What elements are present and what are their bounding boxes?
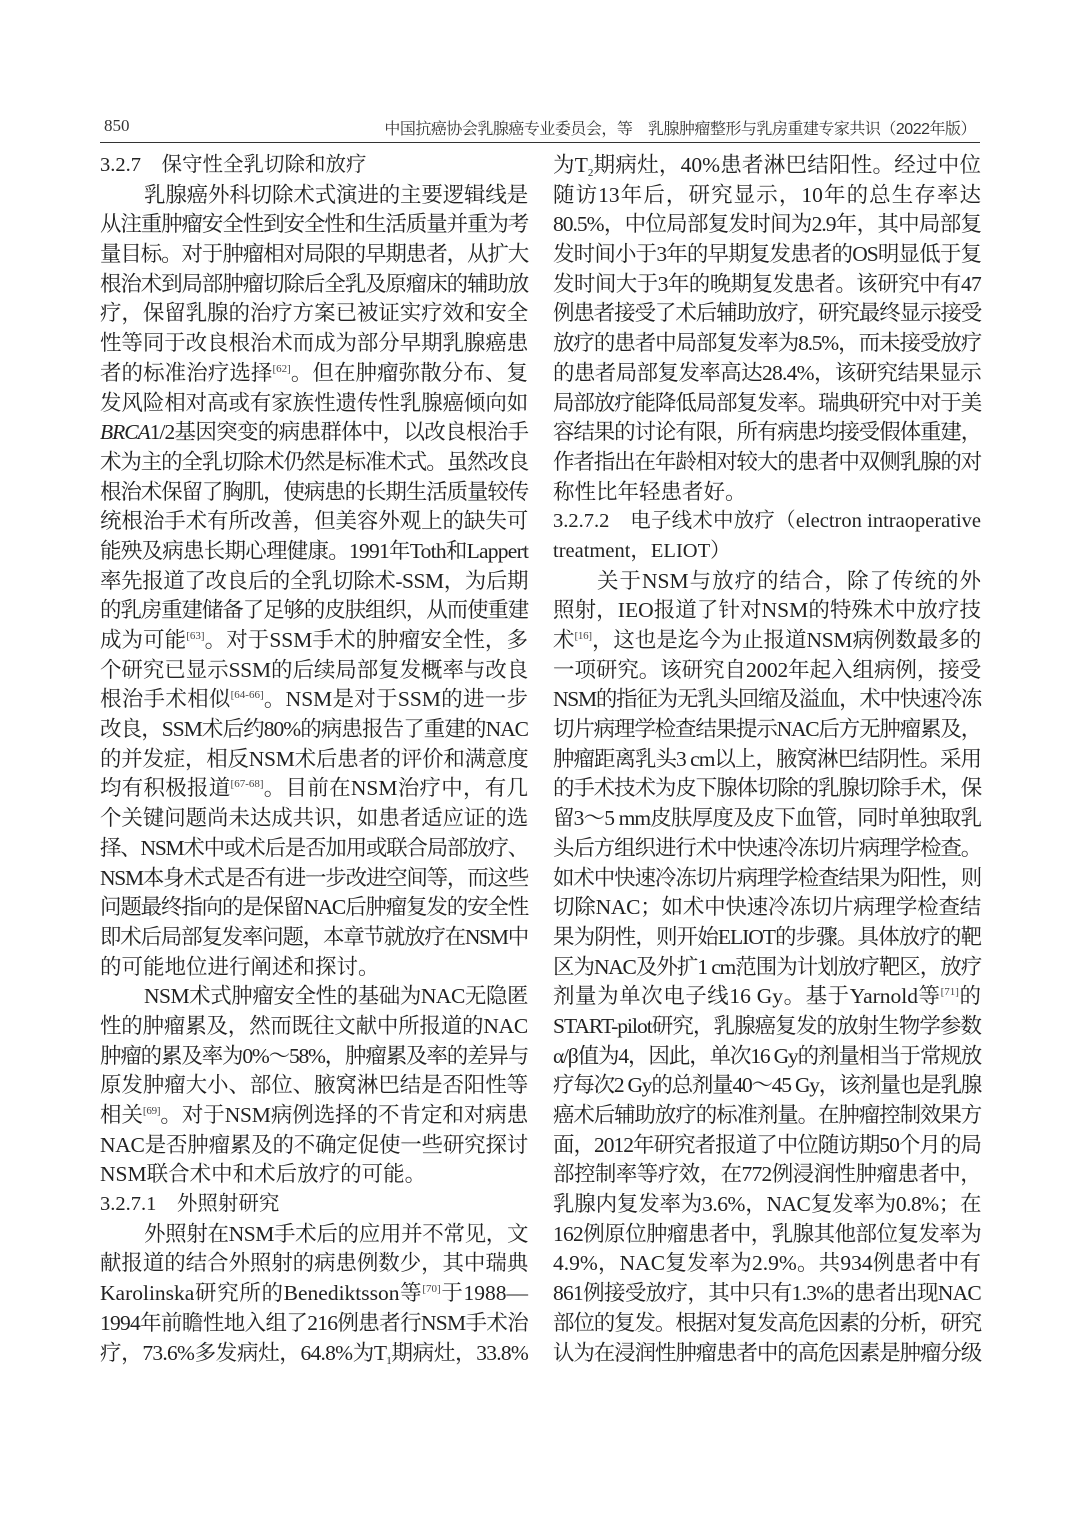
text-line bbox=[100, 1131, 528, 1161]
text-segment: 疗，73.6%多发病灶，64.8%为T bbox=[100, 1340, 387, 1365]
text-line bbox=[100, 774, 528, 804]
citation: [69] bbox=[142, 1105, 161, 1117]
text-segment: 根治手术相似 bbox=[100, 687, 231, 712]
text-line bbox=[553, 181, 981, 211]
text-line bbox=[553, 270, 981, 300]
text-segment: 容结果的讨论有限，所有病患均接受假体重建， bbox=[553, 420, 981, 445]
text-segment: ，这也是迄今为止报道NSM病例数最多的 bbox=[591, 628, 981, 652]
text-segment: treatment，ELIOT） bbox=[553, 539, 731, 562]
text-line bbox=[100, 537, 528, 567]
text-segment: NAC是否肿瘤累及的不确定促使一些研究探讨 bbox=[100, 1132, 528, 1157]
text-segment: 发时间小于3年的早期复发患者的OS明显低于复 bbox=[553, 242, 981, 267]
text-segment: 能殃及病患长期心理健康。1991年Toth和Lappert bbox=[100, 538, 529, 563]
text-segment: 成为可能 bbox=[100, 628, 187, 652]
text-line bbox=[100, 656, 528, 686]
text-line bbox=[100, 1339, 528, 1369]
text-segment: START-pilot研究，乳腺癌复发的放射生物学参数 bbox=[553, 1013, 981, 1038]
text-segment: 80.5%，中位局部复发时间为2.9年，其中局部复 bbox=[553, 212, 981, 237]
text-line bbox=[553, 1131, 981, 1161]
text-line bbox=[553, 1309, 981, 1339]
page-number: 850 bbox=[104, 116, 130, 135]
text-segment: 期病灶，33.8% bbox=[391, 1340, 528, 1365]
text-line bbox=[100, 1042, 528, 1072]
text-line bbox=[553, 1071, 981, 1101]
text-line bbox=[100, 181, 528, 211]
text-segment: 区为NAC及外扩1 cm范围为计划放疗靶区，放疗 bbox=[553, 954, 981, 979]
text-line bbox=[100, 893, 528, 923]
text-line bbox=[100, 507, 528, 537]
text-line bbox=[100, 448, 528, 478]
text-segment: 。对于SSM手术的肿瘤安全性，多 bbox=[204, 628, 528, 652]
text-segment: 的可能地位进行阐述和探讨。 bbox=[100, 954, 380, 979]
text-line bbox=[553, 864, 981, 894]
citation: [71] bbox=[940, 986, 959, 999]
text-line bbox=[553, 1279, 981, 1309]
citation: [67-68] bbox=[230, 778, 264, 791]
running-title: 中国抗癌协会乳腺癌专业委员会，等 乳腺肿瘤整形与乳房重建专家共识（2022年版） bbox=[384, 121, 976, 138]
text-segment: 的并发症，相反NSM术后患者的评价和满意度 bbox=[100, 746, 529, 771]
text-line bbox=[100, 1071, 528, 1101]
text-segment: 期病灶，40%患者淋巴结阳性。经过中位 bbox=[593, 153, 981, 177]
text-segment: 乳腺癌外科切除术式演进的主要逻辑线是 bbox=[144, 182, 528, 207]
text-segment: 肿瘤的累及率为0%～58%，肿瘤累及率的差异与 bbox=[100, 1043, 528, 1068]
subscript: 1 bbox=[386, 1354, 392, 1367]
text-segment: 。NSM是对于SSM的进一步 bbox=[263, 687, 528, 712]
text-line bbox=[100, 715, 528, 745]
text-segment: 性等同于改良根治术而成为部分早期乳腺癌患 bbox=[100, 331, 528, 356]
text-line bbox=[100, 478, 528, 508]
text-segment: 1/2基因突变的病患群体中，以改良根治手 bbox=[149, 420, 528, 445]
text-line bbox=[553, 804, 981, 834]
text-segment: 原发肿瘤大小、部位、腋窝淋巴结是否阳性等 bbox=[100, 1073, 528, 1098]
text-segment: 献报道的结合外照射的病患例数少，其中瑞典 bbox=[100, 1251, 528, 1276]
text-line bbox=[100, 834, 528, 864]
text-line bbox=[553, 893, 981, 923]
text-line bbox=[100, 1220, 528, 1250]
text-line bbox=[553, 299, 981, 329]
text-segment: 随访13年后，研究显示，10年的总生存率达 bbox=[553, 182, 981, 207]
text-segment: 面，2012年研究者报道了中位随访期50个月的局 bbox=[553, 1132, 981, 1157]
right-column bbox=[553, 151, 981, 1368]
italic-term: BRCA bbox=[100, 420, 150, 445]
left-column bbox=[100, 151, 528, 1368]
text-segment: 一项研究。该研究自2002年起入组病例，接受 bbox=[553, 657, 981, 682]
text-segment: 性的肿瘤累及，然而既往文献中所报道的NAC bbox=[100, 1013, 528, 1038]
text-segment: α/β值为4，因此，单次16 Gy的剂量相当于常规放 bbox=[553, 1043, 981, 1068]
text-line bbox=[100, 804, 528, 834]
text-segment: 个研究已显示SSM的后续局部复发概率与改良 bbox=[100, 657, 528, 682]
text-segment: 根治术到局部肿瘤切除后全乳及原瘤床的辅助放 bbox=[100, 271, 528, 296]
text-segment: NSM的指征为无乳头回缩及溢血，术中快速冷冻 bbox=[553, 687, 981, 712]
text-line bbox=[553, 1160, 981, 1190]
text-segment: 部位的复发。根据对复发高危因素的分析，研究 bbox=[553, 1310, 981, 1335]
text-segment: 的手术技术为皮下腺体切除的乳腺切除手术，保 bbox=[553, 776, 981, 801]
section-heading bbox=[553, 507, 981, 537]
text-segment: NSM本身术式是否有进一步改进空间等，而这些 bbox=[100, 865, 528, 890]
text-line bbox=[100, 270, 528, 300]
text-line bbox=[553, 715, 981, 745]
text-segment: 发风险相对高或有家族性遗传性乳腺癌倾向如 bbox=[100, 390, 528, 415]
text-segment: 3.2.7.1 外照射研究 bbox=[100, 1193, 280, 1216]
text-segment: 3.2.7.2 电子线术中放疗（electron intraoperative bbox=[553, 510, 981, 533]
text-line bbox=[100, 418, 528, 448]
text-segment: 照射，IEO报道了针对NSM的特殊术中放疗技 bbox=[553, 598, 981, 623]
text-line bbox=[553, 418, 981, 448]
text-line bbox=[100, 923, 528, 953]
text-segment: 如术中快速冷冻切片病理学检查结果为阳性，则 bbox=[553, 865, 981, 890]
text-segment: 3.2.7 保守性全乳切除和放疗 bbox=[100, 154, 367, 176]
text-segment: 861例接受放疗，其中只有1.3%的患者出现NAC bbox=[553, 1281, 981, 1306]
text-line bbox=[100, 210, 528, 240]
citation: [16] bbox=[574, 630, 592, 642]
text-line bbox=[100, 982, 528, 1012]
text-line bbox=[553, 359, 981, 389]
text-segment: 统根治手术有所改善，但美容外观上的缺失可 bbox=[100, 509, 528, 534]
text-line bbox=[100, 329, 528, 359]
text-segment: 相关 bbox=[100, 1103, 143, 1127]
text-segment: 剂量为单次电子线16 Gy。基于Yarnold等 bbox=[553, 984, 941, 1009]
text-segment: 从注重肿瘤安全性到安全性和生活质量并重为考 bbox=[100, 212, 528, 237]
text-line bbox=[553, 1012, 981, 1042]
text-line bbox=[100, 1279, 528, 1309]
section-heading bbox=[100, 151, 528, 181]
text-segment: 的乳房重建储备了足够的皮肤组织，从而使重建 bbox=[100, 598, 528, 623]
text-segment: Karolinska研究所的Benediktsson等 bbox=[100, 1281, 423, 1306]
text-line bbox=[553, 389, 981, 419]
text-line bbox=[553, 240, 981, 270]
text-line bbox=[553, 329, 981, 359]
citation: [70] bbox=[422, 1283, 441, 1296]
section-heading bbox=[100, 1190, 528, 1220]
text-segment: 。对于NSM病例选择的不肯定和对病患 bbox=[160, 1103, 528, 1127]
text-segment: 乳腺内复发率为3.6%，NAC复发率为0.8%；在 bbox=[553, 1192, 981, 1217]
text-line bbox=[100, 1101, 528, 1131]
text-segment: 称性比年轻患者好。 bbox=[553, 479, 747, 504]
text-segment: 发时间大于3年的晚期复发患者。该研究中有47 bbox=[553, 271, 981, 296]
text-segment: 个关键问题尚未达成共识，如患者适应证的选 bbox=[100, 806, 528, 831]
text-segment: 术为主的全乳切除术仍然是标准术式。虽然改良 bbox=[100, 449, 528, 474]
text-segment: 果为阴性，则开始ELIOT的步骤。具体放疗的靶 bbox=[553, 924, 981, 949]
text-line bbox=[100, 567, 528, 597]
text-segment: 改良，SSM术后约80%的病患报告了重建的NAC bbox=[100, 717, 528, 742]
text-segment: 疗，保留乳腺的治疗方案已被证实疗效和安全 bbox=[100, 301, 528, 326]
text-line bbox=[553, 774, 981, 804]
text-line bbox=[553, 567, 981, 597]
text-line bbox=[100, 953, 528, 983]
text-line bbox=[100, 240, 528, 270]
text-segment: 162例原位肿瘤患者中，乳腺其他部位复发率为 bbox=[553, 1221, 981, 1246]
text-segment: 均有积极报道 bbox=[100, 776, 231, 801]
text-line bbox=[100, 389, 528, 419]
text-segment: 1994年前瞻性地入组了216例患者行NSM手术治 bbox=[100, 1310, 528, 1335]
text-segment: 的 bbox=[958, 984, 981, 1009]
text-segment: 者的标准治疗选择 bbox=[100, 360, 273, 385]
text-segment: 为T bbox=[553, 153, 588, 177]
text-segment: 即术后局部复发率问题，本章节就放疗在NSM中 bbox=[100, 924, 528, 949]
text-segment: 作者指出在年龄相对较大的患者中双侧乳腺的对 bbox=[553, 449, 981, 474]
text-segment: 根治术保留了胸肌，使病患的长期生活质量较传 bbox=[100, 479, 528, 504]
text-line bbox=[100, 1160, 528, 1190]
text-line bbox=[100, 685, 528, 715]
text-segment: 择、NSM术中或术后是否加用或联合局部放疗、 bbox=[100, 835, 528, 860]
text-segment: 切片病理学检查结果提示NAC后方无肿瘤累及， bbox=[553, 717, 981, 742]
text-line bbox=[553, 626, 981, 656]
text-line bbox=[553, 596, 981, 626]
text-line bbox=[553, 656, 981, 686]
text-segment: 局部放疗能降低局部复发率。瑞典研究中对于美 bbox=[553, 390, 981, 415]
text-line bbox=[100, 596, 528, 626]
text-segment: 4.9%，NAC复发率为2.9%。共934例患者中有 bbox=[553, 1251, 981, 1276]
text-line bbox=[553, 1101, 981, 1131]
text-segment: 肿瘤距离乳头3 cm以上，腋窝淋巴结阴性。采用 bbox=[553, 746, 981, 771]
citation: [62] bbox=[272, 362, 291, 375]
text-segment: 切除NAC；如术中快速冷冻切片病理学检查结 bbox=[553, 895, 981, 920]
text-segment: 放疗的患者中局部复发率为8.5%，而未接受放疗 bbox=[553, 331, 981, 356]
text-line bbox=[553, 982, 981, 1012]
text-line bbox=[553, 1190, 981, 1220]
text-line bbox=[100, 626, 528, 656]
text-line bbox=[100, 359, 528, 389]
text-segment: 头后方组织进行术中快速冷冻切片病理学检查。 bbox=[553, 835, 981, 860]
citation: [63] bbox=[186, 630, 205, 642]
text-segment: NSM术式肿瘤安全性的基础为NAC无隐匿 bbox=[144, 984, 528, 1009]
text-segment: 留3～5 mm皮肤厚度及皮下血管，同时单独取乳 bbox=[553, 806, 981, 831]
text-line bbox=[100, 745, 528, 775]
text-line bbox=[553, 685, 981, 715]
text-segment: 外照射在NSM手术后的应用并不常见，文 bbox=[144, 1221, 528, 1246]
text-segment: NSM联合术中和术后放疗的可能。 bbox=[100, 1162, 427, 1187]
text-segment: 疗每次2 Gy的总剂量40～45 Gy，该剂量也是乳腺 bbox=[553, 1073, 981, 1098]
text-line bbox=[553, 210, 981, 240]
text-line bbox=[553, 1042, 981, 1072]
text-line bbox=[553, 151, 981, 181]
text-line bbox=[553, 448, 981, 478]
text-line bbox=[100, 1249, 528, 1279]
text-line bbox=[553, 1249, 981, 1279]
text-line bbox=[553, 1220, 981, 1250]
citation: [64-66] bbox=[230, 689, 264, 702]
text-segment: 于1988— bbox=[440, 1281, 528, 1306]
text-line bbox=[100, 299, 528, 329]
text-segment: 。但在肿瘤弥散分布、复 bbox=[290, 360, 528, 385]
text-line bbox=[553, 745, 981, 775]
text-line bbox=[553, 478, 981, 508]
text-line bbox=[553, 953, 981, 983]
header-rule bbox=[100, 142, 980, 143]
text-segment: 的患者局部复发率高达28.4%，该研究结果显示 bbox=[553, 360, 981, 385]
subscript: 2 bbox=[587, 167, 594, 179]
text-segment: 癌术后辅助放疗的标准剂量。在肿瘤控制效果方 bbox=[553, 1103, 981, 1127]
section-heading bbox=[553, 537, 981, 567]
text-segment: 量目标。对于肿瘤相对局限的早期患者，从扩大 bbox=[100, 242, 528, 267]
text-segment: 认为在浸润性肿瘤患者中的高危因素是肿瘤分级 bbox=[553, 1340, 981, 1365]
text-segment: 关于NSM与放疗的结合，除了传统的外 bbox=[597, 568, 981, 593]
text-segment: 部控制率等疗效，在772例浸润性肿瘤患者中， bbox=[553, 1162, 981, 1187]
text-segment: 术 bbox=[553, 628, 575, 652]
text-line bbox=[553, 923, 981, 953]
text-line bbox=[100, 1309, 528, 1339]
text-segment: 问题最终指向的是保留NAC后肿瘤复发的安全性 bbox=[100, 895, 528, 920]
text-line bbox=[100, 1012, 528, 1042]
text-segment: 率先报道了改良后的全乳切除术-SSM，为后期 bbox=[100, 568, 528, 593]
text-line bbox=[100, 864, 528, 894]
text-line bbox=[553, 1339, 981, 1369]
text-segment: 。目前在NSM治疗中，有几 bbox=[263, 776, 528, 801]
text-segment: 例患者接受了术后辅助放疗，研究最终显示接受 bbox=[553, 301, 981, 326]
text-line bbox=[553, 834, 981, 864]
